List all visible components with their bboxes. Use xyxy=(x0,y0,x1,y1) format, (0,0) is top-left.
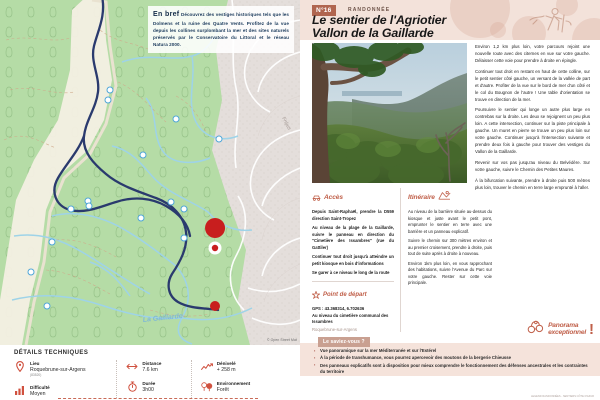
panorama-exclamation: ! xyxy=(589,320,594,338)
elevation-icon xyxy=(201,360,213,373)
detail-env-value: Forêt xyxy=(216,386,229,393)
content-body xyxy=(300,40,600,337)
section-itineraire xyxy=(400,188,492,332)
right-panel xyxy=(300,0,600,400)
saviez-item-2: ▪ À la période de transhumance, vous pourrez apercevoir des moutons de la bergerie Chieusse xyxy=(316,355,590,361)
map-label-river: La Gaillarde xyxy=(142,312,184,324)
bars-icon xyxy=(14,384,26,397)
itin-p3: Environ 1km plus loin, en vous rapprochant des habitations, suivre l'Avenue du Parc sur votre gauche. Rester sur cette voie principale. xyxy=(408,260,492,285)
route-number-badge: N°16 xyxy=(312,5,336,16)
pin-icon xyxy=(14,360,26,373)
route-description xyxy=(475,43,590,194)
detail-distance-label: Distance xyxy=(142,361,162,366)
detail-lieu xyxy=(14,360,116,378)
details-title: DÉTAILS TECHNIQUES xyxy=(14,350,89,356)
star-pin-icon xyxy=(312,286,320,304)
detail-denivele xyxy=(201,360,286,374)
detail-difficulte xyxy=(14,384,116,398)
depart-place: Au niveau du cimetière communal des Issambres xyxy=(312,313,389,325)
detail-distance-value: 7.6 km xyxy=(142,366,158,373)
title-line-2: Vallon de la Gaillarde xyxy=(312,26,434,40)
detail-difficulte-value: Moyen xyxy=(30,390,46,397)
detail-duree-label: Durée xyxy=(142,380,156,386)
saviez-item-3: ▪ Des panneaux explicatifs sont à disposition pour mieux comprendre le fonctionnement des défenses ancestrales et les contraintes du territoire xyxy=(316,363,590,376)
detail-env-label: Environnement xyxy=(216,380,251,386)
depart-city: Roquebrune-sur-Argens xyxy=(312,327,357,333)
section-point-depart xyxy=(312,281,394,333)
car-icon xyxy=(312,188,321,206)
detail-lieu-sub: (83520) xyxy=(30,372,42,377)
saviez-vous-badge xyxy=(318,337,370,347)
en-bref-text: Découvrez des vestiges historiques tels que les Dolmens et la ruine des Quatre Vents. Profitez de la vue depuis les collines surplombant la mer et des sites naturels préservés par le Conservatoire du Littoral et le réseau Natura 2000. xyxy=(153,12,290,47)
detail-distance xyxy=(126,360,190,374)
map-attribution: © Open Street Mat xyxy=(266,338,297,342)
itineraire-heading xyxy=(408,188,492,206)
category-label: RANDONNÉE xyxy=(348,7,391,13)
detail-denivele-value: + 258 m xyxy=(216,366,236,373)
depart-gps: GPS : 43.368314, 6.702636 xyxy=(312,306,365,311)
acces-title: Accès xyxy=(324,193,343,201)
panorama-callout xyxy=(527,320,594,339)
detail-lieu-label: Lieu xyxy=(30,361,40,366)
itin-p2: Suivre le chemin sur 300 mètres environ et au premier croisement, prendre à droite, puis tout de suite après à droite à nouveau. xyxy=(408,238,492,256)
hiker-icon xyxy=(528,6,572,40)
panorama-line-1: Panorama xyxy=(548,321,579,329)
desc-paragraph-4: Revenir sur vos pas jusqu'au niveau du Belvédère. Sur votre gauche, suivre le Chemin des Petites Maures. xyxy=(475,159,590,172)
detail-difficulte-label: Difficulté xyxy=(30,384,50,390)
stopwatch-icon xyxy=(126,380,138,393)
depart-title: Point de départ xyxy=(323,291,367,298)
saviez-vous-label: Le saviez-vous ? xyxy=(323,338,365,345)
itineraire-title: Itinéraire xyxy=(408,193,435,201)
en-bref-lead: En bref xyxy=(153,11,180,18)
acces-p2: Au niveau de la plage de la Gaillarde, suivre le panneau en direction du "Cimetière des Issambres" (rue du Gattiler) xyxy=(312,225,394,250)
section-acces xyxy=(312,188,400,332)
en-bref-box xyxy=(148,6,294,53)
saviez-vous-box xyxy=(300,343,600,376)
footer-note: LEGEND RANDONNÉES - SENTIERS CÔTE D'AZUR xyxy=(530,394,594,398)
info-sections xyxy=(312,188,492,332)
page-title xyxy=(312,14,446,40)
trees-icon xyxy=(201,380,213,393)
map-label-town: Fréjus xyxy=(280,116,293,132)
acces-heading xyxy=(312,188,394,206)
arrows-icon xyxy=(126,360,138,373)
detail-duree xyxy=(126,380,190,394)
itin-p1: Au niveau de la barrière située au-dessus du kiosque et juste avant le petit pont, emprunter le sentier en terre avec une barrière et un panneau explicatif. xyxy=(408,209,492,234)
desc-paragraph-5: À la bifurcation suivante, prendre à droite puis 500 mètres plus loin, trouver le chemin en terre large emprunté à l'aller. xyxy=(475,177,590,190)
desc-paragraph-3: Poursuivre le sentier qui longe un autre plus large en contrebas sur la droite. Les deux se rejoignent un peu plus loin. A cette intersection, continuer sur la piste principale à gauche. Un muret en pierre se trouve un peu plus loin sur votre gauche. Continuer jusqu'à l'intersection suivante et prendre deux fois à gauche pour trouver des vestiges du Vallon de la Gaillarde. xyxy=(475,107,590,155)
depart-heading xyxy=(312,286,394,304)
saviez-item-1: ▪ Vue panoramique sur la mer Méditerranée et sur l'Estérel xyxy=(316,348,590,354)
acces-p4: Se garer à ce niveau le long de la route xyxy=(312,270,390,275)
trail-photo xyxy=(312,43,467,183)
map-icon xyxy=(438,188,451,206)
title-line-1: Le sentier de l'Agriotier xyxy=(312,13,447,27)
technical-details xyxy=(0,345,300,400)
panorama-text xyxy=(548,323,586,337)
header-banner xyxy=(300,0,600,40)
detail-duree-value: 3h00 xyxy=(142,386,154,393)
panorama-line-2: exceptionnel xyxy=(548,328,586,336)
detail-lieu-value: Roquebrune-sur-Argens xyxy=(30,366,86,373)
detail-environnement xyxy=(201,380,286,394)
acces-p3: Continuer tout droit jusqu'à atteindre un petit kiosque en bois d'informations xyxy=(312,254,394,266)
desc-paragraph-1: Environ 1,2 km plus loin, votre parcours rejoint une nouvelle route avec des citernes en vue sur votre gauche. Délaisser cette voie pour prendre à droite en épingle. xyxy=(475,44,590,64)
binoculars-icon xyxy=(527,320,545,339)
detail-denivele-label: Dénivelé xyxy=(216,361,236,366)
desc-paragraph-2: Continuer tout droit en restant en haut de cette colline, sur le petit sentier côté gauche, un versant de la vallée de part et d'autre. Profiter de la vue sur le bord de mer d'un côté et le col du Bougnon de l'autre ! Une table d'orientation se trouve en direction de la mer. xyxy=(475,68,590,102)
saviez-vous-list xyxy=(316,348,590,375)
acces-p1: Depuis Saint-Raphaël, prendre la D559 direction Saint-Tropez xyxy=(312,209,394,221)
bottom-divider xyxy=(58,398,258,399)
